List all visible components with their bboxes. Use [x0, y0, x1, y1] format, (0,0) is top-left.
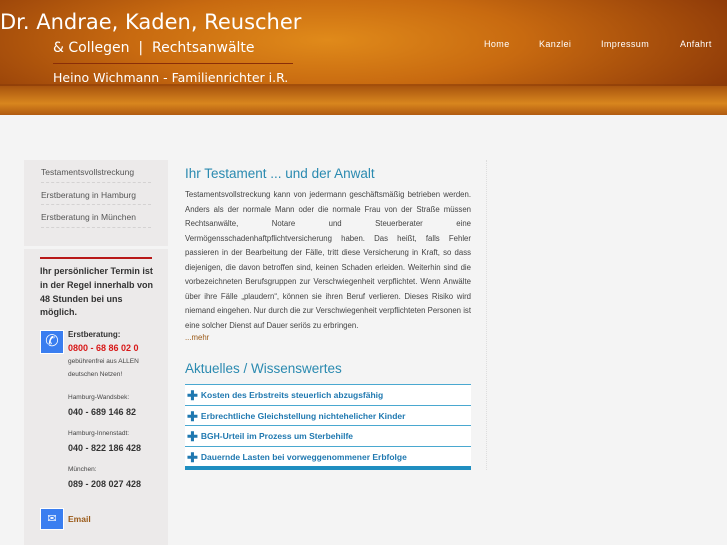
nav-impressum[interactable]: Impressum	[601, 39, 650, 49]
nav-anfahrt[interactable]: Anfahrt	[680, 39, 712, 49]
free-note-1: gebührenfrei aus ALLEN	[68, 358, 139, 365]
news-item-label: Dauernde Lasten bei vorweggenommener Erbfolge	[200, 451, 407, 462]
office-name: Hamburg-Innenstadt:	[68, 430, 130, 437]
sidebar-menu	[24, 160, 168, 246]
header-banner	[0, 0, 727, 115]
news-item[interactable]	[185, 405, 471, 426]
site-subtitle: & Collegen | Rechtsanwälte	[53, 40, 255, 56]
news-item[interactable]	[185, 384, 471, 405]
title-divider	[53, 63, 293, 64]
nav-home[interactable]: Home	[484, 39, 510, 49]
news-item[interactable]	[185, 446, 471, 467]
office-phone: 040 - 822 186 428	[68, 443, 142, 453]
red-divider	[40, 257, 152, 259]
news-item-label: Erbrechtliche Gleichstellung nichtehelicher Kinder	[200, 410, 406, 421]
page-title: Ihr Testament ... und der Anwalt	[185, 166, 375, 181]
news-item-label: Kosten des Erbstreits steuerlich abzugsfähig	[200, 390, 384, 400]
site-tagline: Heino Wichmann - Familienrichter i.R.	[53, 70, 289, 85]
contact-box	[24, 249, 168, 545]
intro-text: Testamentsvollstreckung kann von jedermann geschäftsmäßig betrieben werden. Anders als der normale Mann oder die normale Frau von der Straße müssen Rechtsanwälte, Notare und Steuerberater eine Vermögensschadenhaftpflichtversicherung haben. Das heißt, falls Fehler passieren in der Bearbeitung der Fälle, tritt diese Versicherung in Kraft, so dass diejenigen, die davon betroffen sind, keinen Schaden erleiden. Weiterhin sind die vorbezeichneten Berufsgruppen zur Verschwiegenheit verpflichtet. Wenn Anwälte über ihre Fälle „plaudern“, können sie ihren Beruf verlieren. Dieses Risiko wird niemand eingehen. Nur durch die zur Verschwiegenheit verpflichteten Personen ist eine solcher Dienst auf Dauer seriös zu erbringen.	[185, 190, 471, 330]
office-phone: 089 - 208 027 428	[68, 479, 142, 489]
news-item[interactable]	[185, 425, 471, 446]
banner-shine	[0, 86, 727, 115]
plus-icon: ✚	[187, 388, 198, 403]
plus-icon: ✚	[187, 429, 198, 444]
column-divider	[486, 160, 487, 470]
email-icon[interactable]: ✉	[40, 508, 64, 530]
more-link[interactable]: ...mehr	[185, 333, 210, 342]
news-item-label: BGH-Urteil im Prozess um Sterbehilfe	[200, 431, 353, 441]
nav-kanzlei[interactable]: Kanzlei	[539, 39, 572, 49]
appointment-note: Ihr persönlicher Termin ist in der Regel innerhalb von 48 Stunden bei uns möglich.	[40, 266, 154, 318]
plus-icon: ✚	[187, 408, 198, 424]
phone-icon: ✆	[40, 330, 64, 354]
office-name: Hamburg-Wandsbek:	[68, 394, 130, 401]
office-phone: 040 - 689 146 82	[68, 407, 137, 417]
news-list	[185, 384, 471, 470]
sidebar-link-erstberatung-muenchen[interactable]: Erstberatung in München	[41, 205, 151, 228]
plus-icon: ✚	[187, 449, 198, 465]
sidebar-link-testamentsvollstreckung[interactable]: Testamentsvollstreckung	[41, 160, 151, 183]
free-note-2: deutschen Netzen!	[68, 371, 123, 378]
erstberatung-phone[interactable]: 0800 - 68 86 02 0	[68, 343, 139, 353]
erstberatung-label: Erstberatung:	[68, 330, 121, 339]
site-title: Dr. Andrae, Kaden, Reuscher	[0, 10, 302, 34]
email-link[interactable]: Email	[68, 514, 91, 524]
office-name: München:	[68, 466, 97, 473]
news-title: Aktuelles / Wissenswertes	[185, 361, 342, 376]
sidebar-link-erstberatung-hamburg[interactable]: Erstberatung in Hamburg	[41, 183, 151, 206]
